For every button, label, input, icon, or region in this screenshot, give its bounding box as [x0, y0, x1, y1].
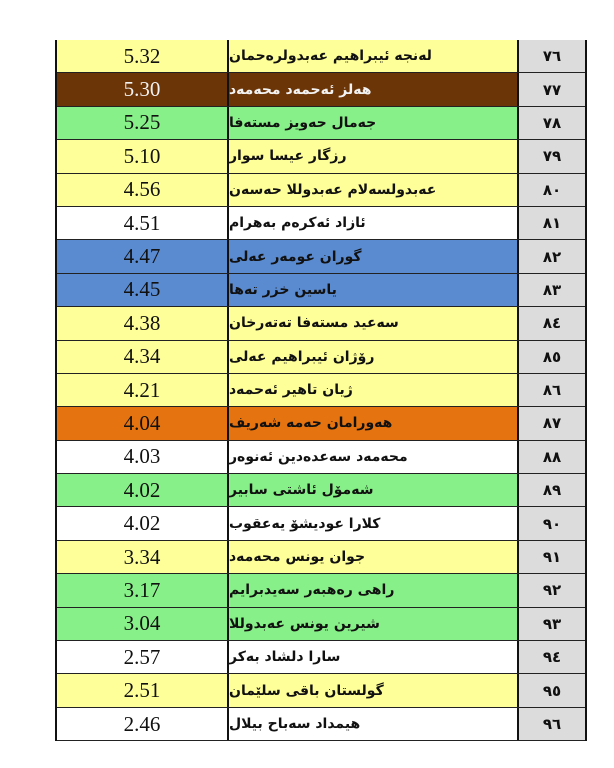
- score-cell: 3.04: [57, 608, 229, 640]
- name-cell: محەمەد سەعدەدین ئەنوەر: [229, 441, 519, 473]
- table-row: [57, 674, 585, 707]
- table-row: [57, 341, 585, 374]
- table-row: [57, 407, 585, 440]
- table-row: [57, 240, 585, 273]
- score-cell: 3.17: [57, 574, 229, 606]
- rank-cell: ٩٥: [519, 674, 585, 706]
- table-row: [57, 107, 585, 140]
- rank-cell: ٨٢: [519, 240, 585, 272]
- score-cell: 4.02: [57, 474, 229, 506]
- rank-cell: ٧٨: [519, 107, 585, 139]
- score-cell: 4.38: [57, 307, 229, 339]
- table-row: [57, 474, 585, 507]
- name-cell: شەمۆل ئاشتی سابیر: [229, 474, 519, 506]
- table-row: [57, 140, 585, 173]
- rank-cell: ٧٦: [519, 40, 585, 72]
- score-cell: 4.56: [57, 174, 229, 206]
- table-row: [57, 307, 585, 340]
- score-cell: 5.30: [57, 73, 229, 105]
- rank-cell: ٨٩: [519, 474, 585, 506]
- table-row: [57, 641, 585, 674]
- ranking-table: [55, 40, 587, 741]
- name-cell: هەلز ئەحمەد محەمەد: [229, 73, 519, 105]
- score-cell: 4.51: [57, 207, 229, 239]
- rank-cell: ٨٧: [519, 407, 585, 439]
- name-cell: جوان یونس محەمەد: [229, 541, 519, 573]
- name-cell: راهی رەهبەر سەیدبرایم: [229, 574, 519, 606]
- table-row: [57, 507, 585, 540]
- name-cell: رۆژان ئیبراهیم عەلی: [229, 341, 519, 373]
- score-cell: 4.02: [57, 507, 229, 539]
- rank-cell: ٧٧: [519, 73, 585, 105]
- table-row: [57, 274, 585, 307]
- rank-cell: ٨٥: [519, 341, 585, 373]
- rank-cell: ٨٤: [519, 307, 585, 339]
- rank-cell: ٩١: [519, 541, 585, 573]
- rank-cell: ٩٣: [519, 608, 585, 640]
- rank-cell: ٨٣: [519, 274, 585, 306]
- name-cell: سارا دلشاد بەکر: [229, 641, 519, 673]
- score-cell: 2.57: [57, 641, 229, 673]
- name-cell: یاسین خزر تەها: [229, 274, 519, 306]
- name-cell: سەعید مستەفا تەتەرخان: [229, 307, 519, 339]
- score-cell: 3.34: [57, 541, 229, 573]
- name-cell: گوران عومەر عەلی: [229, 240, 519, 272]
- score-cell: 4.03: [57, 441, 229, 473]
- table-row: [57, 708, 585, 741]
- score-cell: 4.45: [57, 274, 229, 306]
- score-cell: 2.46: [57, 708, 229, 740]
- table-row: [57, 174, 585, 207]
- rank-cell: ٩٢: [519, 574, 585, 606]
- name-cell: لەنجە ئیبراهیم عەبدولرەحمان: [229, 40, 519, 72]
- rank-cell: ٨١: [519, 207, 585, 239]
- table-row: [57, 207, 585, 240]
- score-cell: 5.32: [57, 40, 229, 72]
- table-row: [57, 574, 585, 607]
- name-cell: رزگار عیسا سوار: [229, 140, 519, 172]
- score-cell: 4.34: [57, 341, 229, 373]
- table-row: [57, 541, 585, 574]
- score-cell: 4.04: [57, 407, 229, 439]
- score-cell: 4.47: [57, 240, 229, 272]
- name-cell: عەبدولسەلام عەبدوللا حەسەن: [229, 174, 519, 206]
- rank-cell: ٩٤: [519, 641, 585, 673]
- score-cell: 5.25: [57, 107, 229, 139]
- name-cell: کلارا عودیشۆ یەعقوب: [229, 507, 519, 539]
- score-cell: 2.51: [57, 674, 229, 706]
- score-cell: 5.10: [57, 140, 229, 172]
- score-cell: 4.21: [57, 374, 229, 406]
- name-cell: ژیان تاهیر ئەحمەد: [229, 374, 519, 406]
- table-row: [57, 73, 585, 106]
- rank-cell: ٨٠: [519, 174, 585, 206]
- table-row: [57, 374, 585, 407]
- rank-cell: ٩٦: [519, 708, 585, 740]
- table-row: [57, 40, 585, 73]
- table-row: [57, 441, 585, 474]
- name-cell: ئازاد ئەکرەم بەهرام: [229, 207, 519, 239]
- rank-cell: ٨٦: [519, 374, 585, 406]
- name-cell: شیرین یونس عەبدوللا: [229, 608, 519, 640]
- name-cell: هەورامان حەمە شەریف: [229, 407, 519, 439]
- name-cell: جەمال حەویز مستەفا: [229, 107, 519, 139]
- rank-cell: ٧٩: [519, 140, 585, 172]
- table-row: [57, 608, 585, 641]
- name-cell: هیمداد سەباح بیلال: [229, 708, 519, 740]
- name-cell: گولستان باقی سلێمان: [229, 674, 519, 706]
- rank-cell: ٨٨: [519, 441, 585, 473]
- rank-cell: ٩٠: [519, 507, 585, 539]
